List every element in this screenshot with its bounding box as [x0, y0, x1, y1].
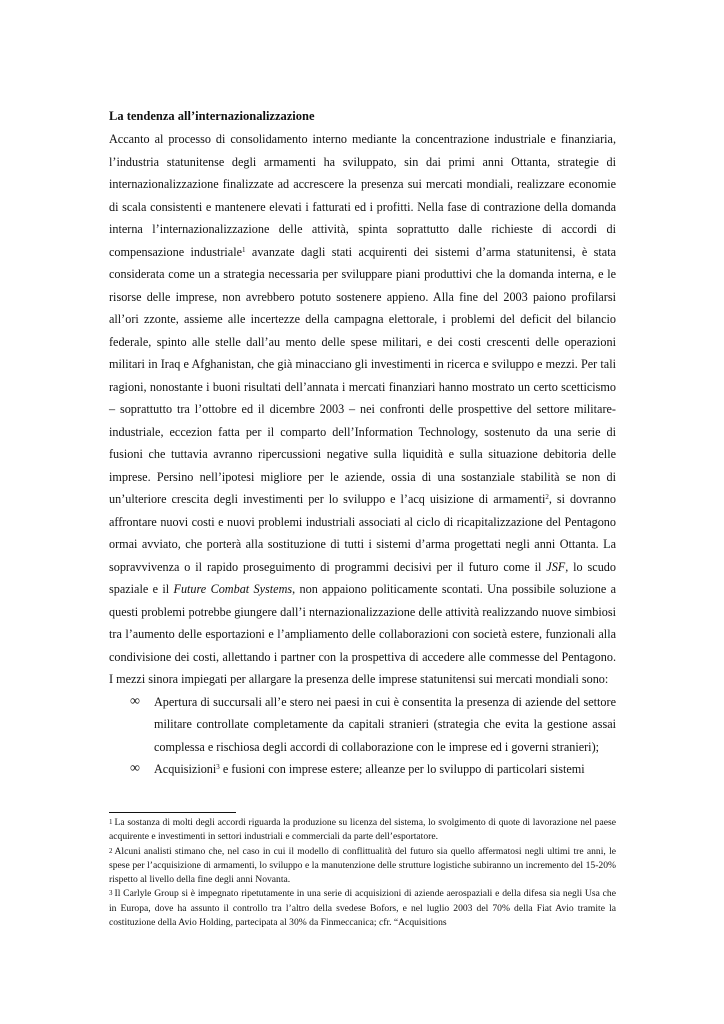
footnote-ref-2[interactable]: 2	[545, 493, 549, 501]
footnote-text: Il Carlyle Group si è impegnato ripetutamente in una serie di acquisizioni di aziende aerospaziali e della difesa sia negli Usa che in Europa, dove ha assunto il controllo tra l’altro della svedese Bofors, e nel luglio 2003 del 70% della Fiat Avio tramite la costituzione della Avio Holding, partecipata al 30% da Finmeccanica; cfr. “Acquisitions	[109, 888, 616, 929]
footnote-ref-3[interactable]: 3	[216, 763, 220, 771]
main-paragraph	[109, 128, 616, 691]
paragraph-text: , si dovranno affrontare nuovi costi e nuovi problemi industriali associati al ciclo di ricapitalizzazione del Pentagono ormai avviato, che porterà alla sostituzione di tutti i sistemi d’arma progettati negli anni Ottanta. La sopravvivenza o il rapido proseguimento di programmi decisivi per il futuro come il	[109, 492, 616, 574]
footnote	[109, 845, 616, 888]
infinity-bullet-icon: ∞	[130, 693, 140, 709]
footnote-text: Alcuni analisti stimano che, nel caso in cui il modello di conflittualità del futuro sia quello affermatosi negli ultimi tre anni, le spese per l’acquisizione di armamenti, lo sviluppo e la manutenzione delle strutture logistiche subiranno un incremento del 15-20% rispetto al livello della fine degli anni Novanta.	[109, 845, 616, 886]
list-item-text: Apertura di succursali all’e stero nei paesi in cui è consentita la presenza di aziende del settore militare controllate completamente da capitali stranieri (strategia che evita la gestione assai complessa e rischiosa degli accordi di collaborazione con le imprese ed i governi stranieri);	[154, 694, 616, 754]
paragraph-text: , lo scudo spaziale e il	[109, 559, 616, 596]
list-item	[109, 691, 616, 759]
section-heading: La tendenza all’internazionalizzazione	[109, 109, 315, 123]
footnote	[109, 816, 616, 845]
footnote-separator	[109, 812, 236, 813]
paragraph-text: Accanto al processo di consolidamento interno mediante la concentrazione industriale e finanziaria, l’industria statunitense degli armamenti ha sviluppato, sin dai primi anni Ottanta, strategie di internazionalizzazione finalizzate ad accrescere la presenza sui mercati mondiali, realizzare economie di scala consistenti e mantenere elevati i fatturati ed i profitti. Nella fase di contrazione della domanda interna l’internazionalizzazione delle attività, spinta soprattutto dalle richieste di accordi di compensazione industriale	[109, 132, 616, 259]
list-item-lead: Acquisizioni	[154, 762, 217, 776]
bullet-list	[109, 691, 616, 781]
list-item-text: e fusioni con imprese estere; alleanze per lo sviluppo di particolari sistemi	[219, 762, 585, 776]
paragraph-text: avanzate dagli stati acquirenti dei sistemi d’arma statunitensi, è stata considerata come un a strategia necessaria per sviluppare piani produttivi che la domanda interna, e le risorse delle imprese, non avrebbero potuto sostenere appieno. Alla fine del 2003 paiono profilarsi all’ori zzonte, assieme alle incertezze della campagna elettorale, i problemi del deficit del bilancio federale, spinto alle stelle dall’au mento delle spese militari, e dei costi crescenti delle operazioni militari in Iraq e Afghanistan, che già minacciano gli investimenti in ricerca e sviluppo e mezzi. Per tali ragioni, nonostante i buoni risultati dell’annata i mercati finanziari hanno mostrato un certo scetticismo – soprattutto tra l’ottobre ed il dicembre 2003 – nei confronti delle prospettive del settore militare-industriale, eccezion fatta per il comparto dell’Information Technology, sostenuto da una serie di fusioni che tuttavia avranno ripercussioni negative sulla liquidità e sulla situazione debitoria delle imprese. Persino nell’ipotesi migliore per le aziende, ossia di una sostanziale stabilità se non di un’ulteriore crescita degli investimenti per lo sviluppo e l’acq uisizione di armamenti	[109, 244, 616, 506]
list-item	[109, 758, 616, 781]
footnote-number: 1	[109, 818, 113, 826]
fcs-term: Future Combat Systems	[173, 582, 293, 596]
footnote-ref-1[interactable]: 1	[242, 245, 246, 254]
body-text	[109, 128, 616, 781]
footnotes	[109, 816, 616, 930]
footnote	[109, 887, 616, 930]
footnote-number: 2	[109, 846, 113, 855]
footnote-number: 3	[109, 889, 113, 898]
jsf-term: JSF	[546, 559, 566, 574]
footnote-text: La sostanza di molti degli accordi riguarda la produzione su licenza del sistema, lo svolgimento di quote di lavorazione nel paese acquirente e investimenti in settori industriali e commerciali da parte dell’esportatore.	[109, 817, 616, 843]
paragraph-text: , non appaiono politicamente scontati. Una possibile soluzione a questi problemi potrebbe giungere dall’i nternazionalizzazione delle attività realizzando nuove simbiosi tra l’aumento delle esportazioni e l’ampliamento delle collaborazioni con società estere, funzionali alla condivisione dei costi, allettando i partner con la prospettiva di accedere alle commesse del Pentagono. I mezzi sinora impiegati per allargare la presenza delle imprese statunitensi sui mercati mondiali sono:	[109, 582, 617, 686]
infinity-bullet-icon: ∞	[130, 761, 140, 776]
